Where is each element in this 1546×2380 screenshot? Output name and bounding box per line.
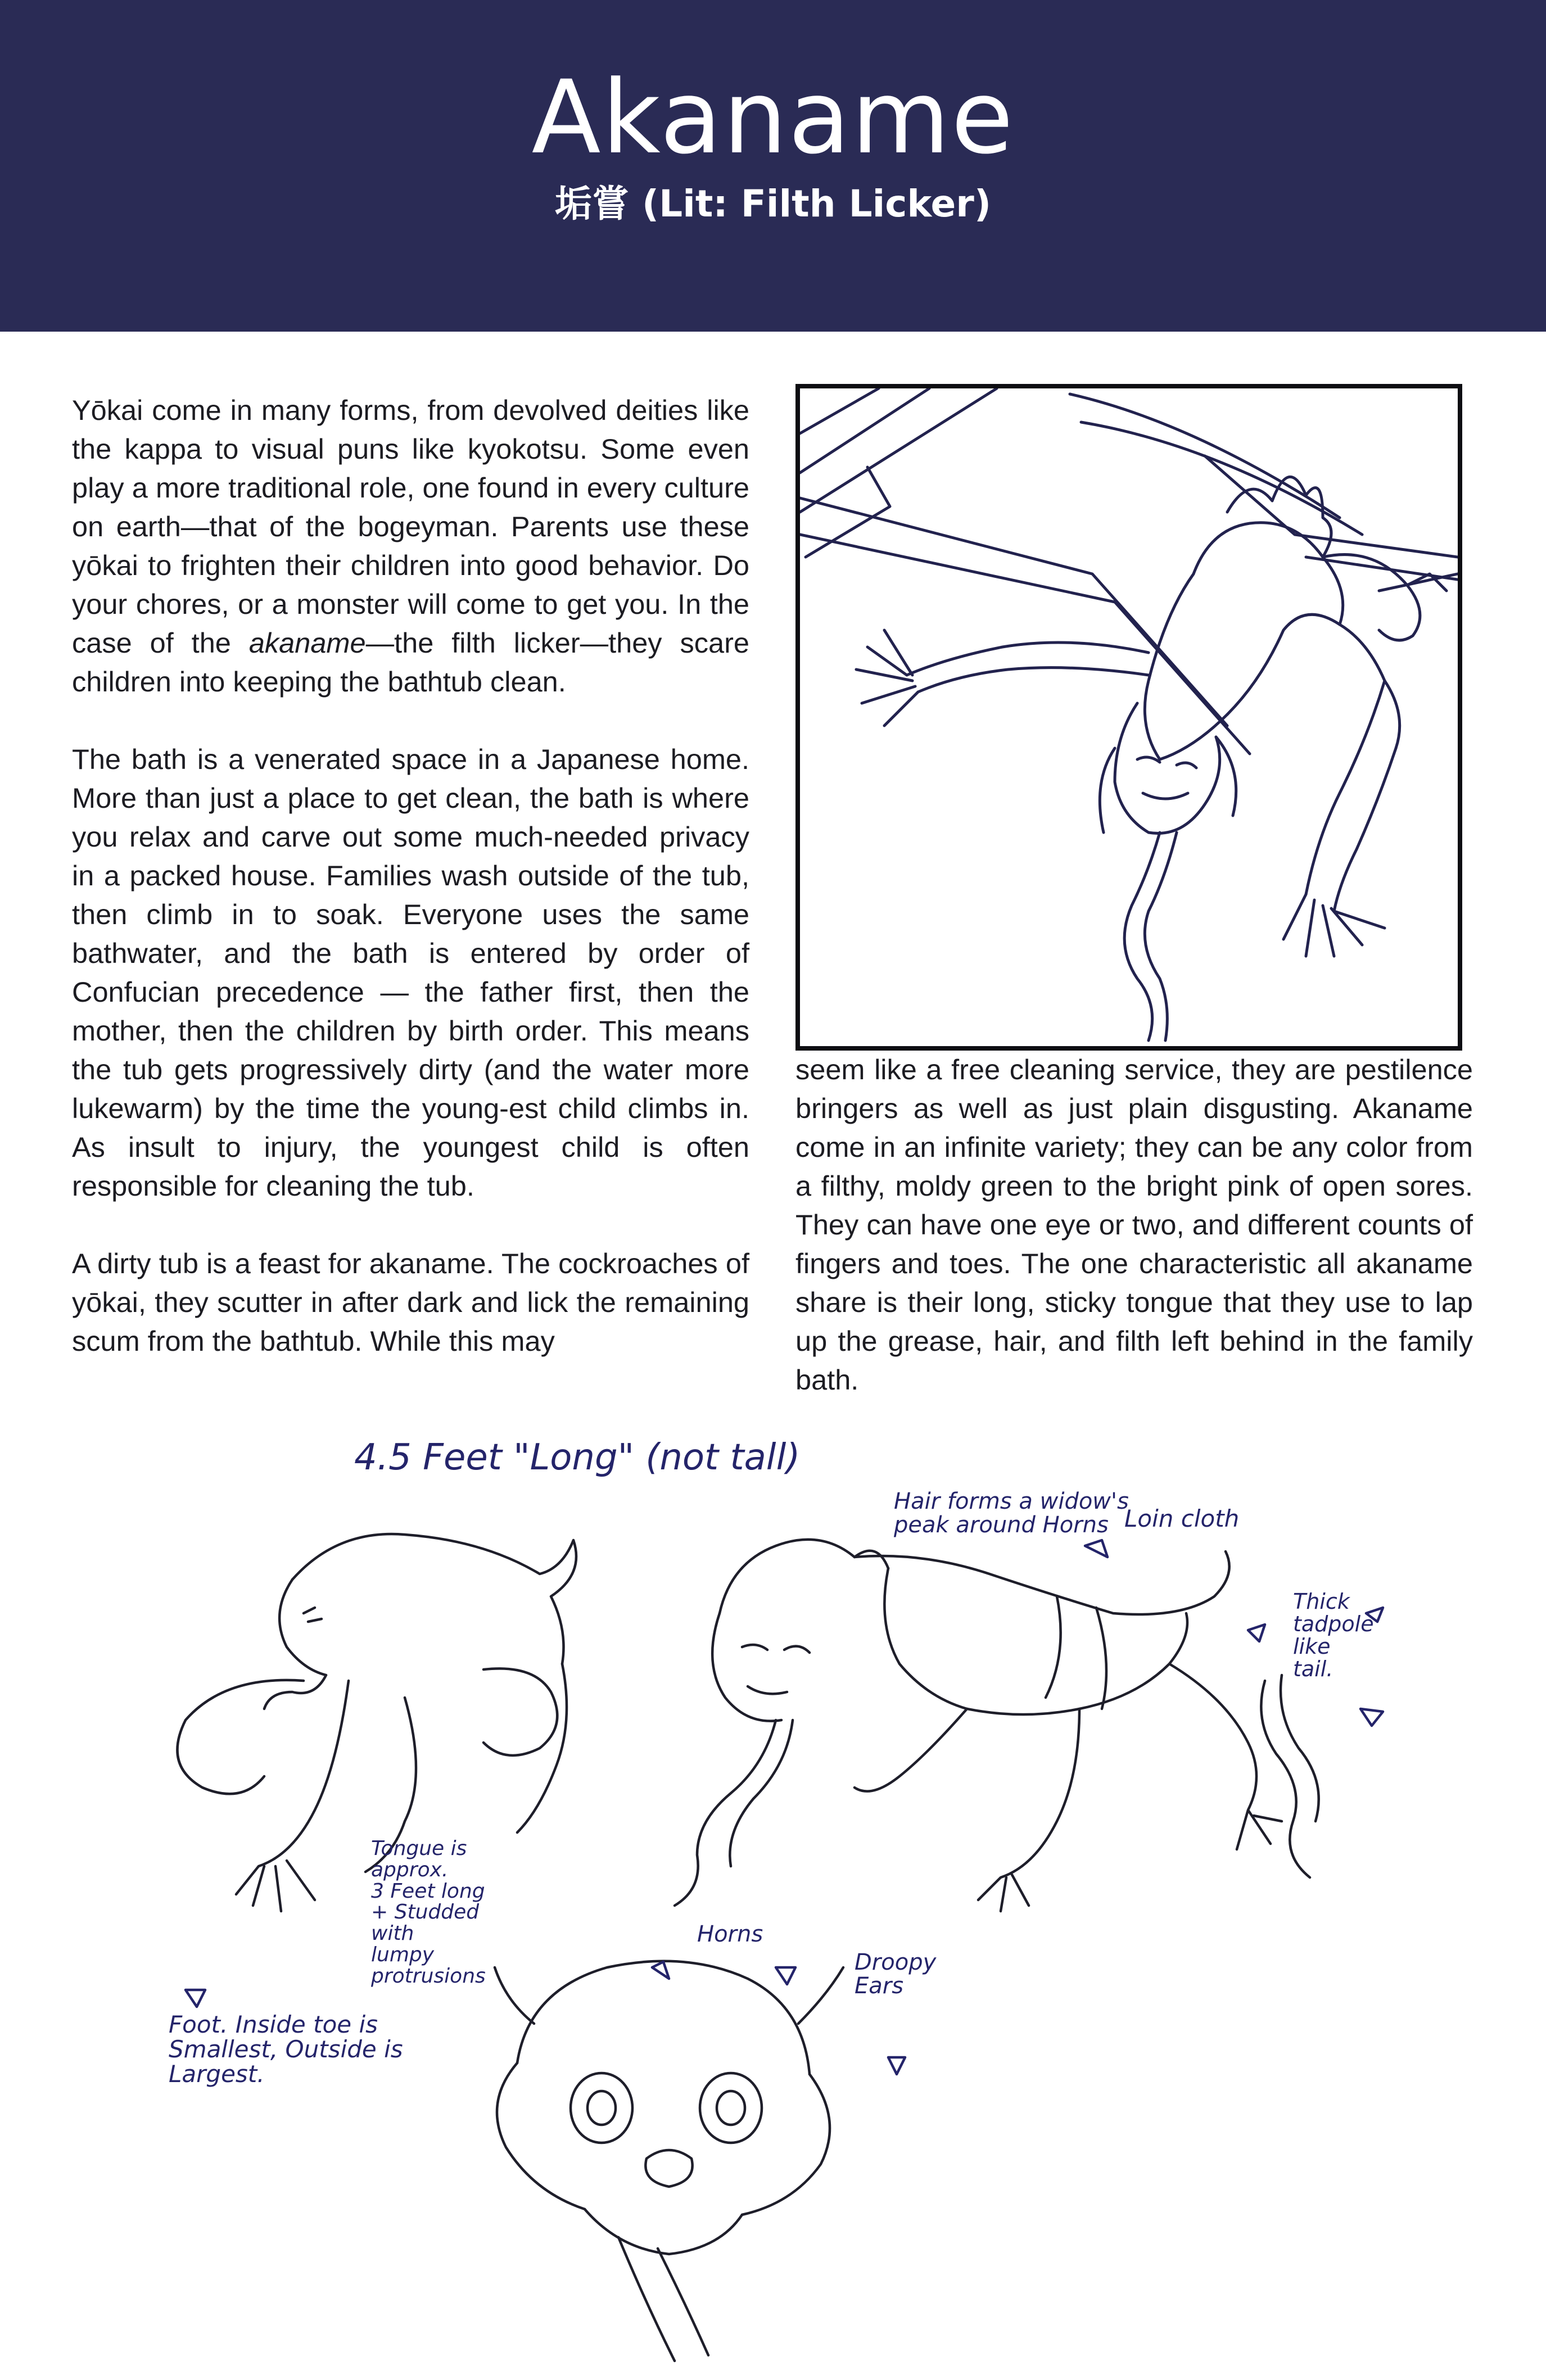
akaname-concept-sketches <box>0 1428 1546 2377</box>
paragraph-1-end: —the filth licker—they scare children into keeping the bathtub clean. <box>72 627 749 698</box>
page-subtitle: 垢嘗 (Lit: Filth Licker) <box>555 182 991 225</box>
akaname-hanging-illustration <box>800 388 1458 1046</box>
paragraph-1 <box>72 391 749 701</box>
paragraph-2: The bath is a venerated space in a Japanese home. More than just a place to get clean, the bath is where you relax and carve out some much-needed privacy in a packed house. Families wash outside of the tub, then climb in to soak. Everyone uses the same bathwater, and the bath is entered by order of Confucian precedence — the father first, then the mother, then the children by birth order. This means the tub gets progressively dirty (and the water more lukewarm) by the time the young-est child climbs in. As insult to injury, the youngest child is often responsible for cleaning the tub. <box>72 743 749 1202</box>
paragraph-3-continued: seem like a free cleaning service, they are pestilence bringers as well as just plain disgusting. Akaname come in an infinite variety; they can be any color from a filthy, moldy green to the bright pink of open sores. They can have one eye or two, and different counts of fingers and toes. The one characteristic all akaname share is their long, sticky tongue that they use to lap up the grease, hair, and filth left behind in the family bath. <box>795 1053 1473 1396</box>
page-title: Akaname <box>531 59 1015 177</box>
sketch-note-tail: Thick tadpole like tail. <box>1293 1589 1374 1681</box>
right-column <box>795 1050 1473 1438</box>
sketch-note-foot: Foot. Inside toe is Smallest, Outside is Largest. <box>169 2011 403 2088</box>
sketch-note-tongue: Tongue is approx. 3 Feet long + Studded with lumpy protrusions <box>371 1837 486 1988</box>
sketch-note-loincloth: Loin cloth <box>1124 1505 1240 1532</box>
sketch-note-horns: Horns <box>697 1921 763 1947</box>
paragraph-1-start: Yōkai come in many forms, from devolved deities like the kappa to visual puns like kyokotsu. Some even play a more traditional role, one found in every culture on earth—that of the bogeyman. Parents use these yōkai to frighten their children into good behavior. Do your chores, or a monster will come to get you. In the case of the <box>72 394 749 659</box>
sketch-note-size: 4.5 Feet "Long" (not tall) <box>354 1437 801 1478</box>
sketch-note-hair: Hair forms a widow's peak around Horns <box>894 1488 1129 1538</box>
paragraph-3: A dirty tub is a feast for akaname. The cockroaches of yōkai, they scutter in after dark and lick the remaining scum from the bathtub. While this may <box>72 1247 749 1357</box>
sketch-note-ears: Droopy Ears <box>855 1949 937 1999</box>
left-column <box>72 391 749 1399</box>
akaname-illustration-frame <box>795 384 1462 1051</box>
paragraph-1-emphasis: akaname <box>248 627 366 659</box>
page-header <box>0 0 1546 332</box>
concept-sketch-sheet <box>0 1428 1546 2377</box>
